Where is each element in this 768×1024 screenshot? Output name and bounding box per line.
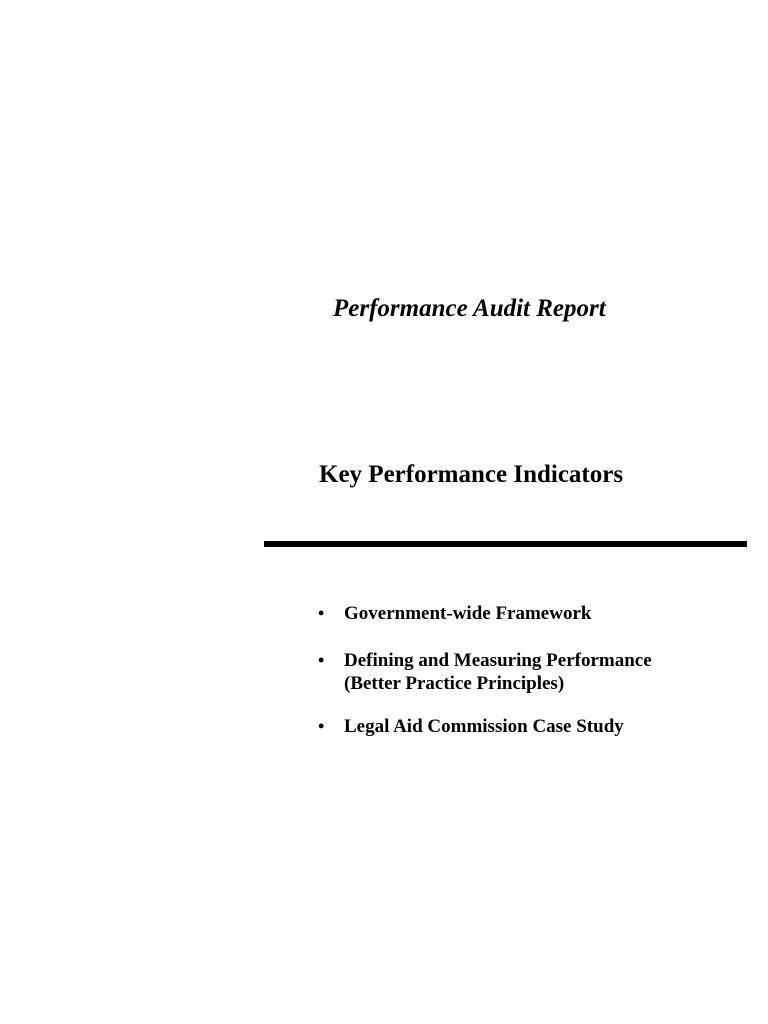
report-title: Key Performance Indicators <box>319 461 624 488</box>
bullet-icon: • <box>318 650 325 670</box>
bullet-icon: • <box>318 716 325 736</box>
topic-text: Government-wide Framework <box>344 603 592 624</box>
bullet-icon: • <box>318 603 325 623</box>
report-type-heading: Performance Audit Report <box>333 295 606 322</box>
topic-item-case-study <box>318 715 652 738</box>
topics-list <box>318 602 652 738</box>
topic-item-measuring-performance <box>318 649 652 695</box>
title-divider <box>264 541 747 547</box>
topic-text: Defining and Measuring Performance <box>344 650 652 671</box>
topic-item-framework <box>318 602 652 625</box>
topic-subtext: (Better Practice Principles) <box>344 673 565 694</box>
topic-text: Legal Aid Commission Case Study <box>344 716 624 737</box>
